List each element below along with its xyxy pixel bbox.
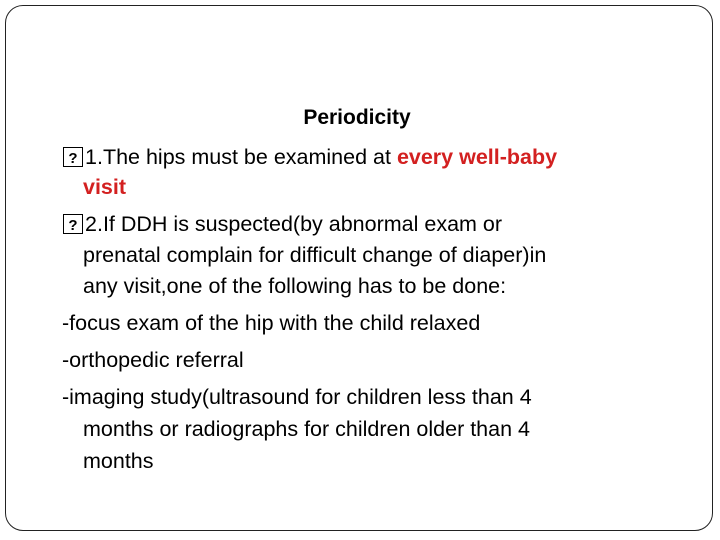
option-imaging-line-3: months xyxy=(83,449,154,473)
point-1-number: 1. xyxy=(85,145,103,169)
point-2-number: 2. xyxy=(85,212,103,236)
point-1-emphasis-2: visit xyxy=(83,175,127,199)
point-2-line-3: any visit,one of the following has to be done: xyxy=(83,274,507,298)
missing-glyph-box-icon xyxy=(63,214,83,234)
point-2-line-2: prenatal complain for difficult change of diaper)in xyxy=(83,243,547,267)
point-1-emphasis-1: every well-baby xyxy=(396,145,558,169)
option-imaging-line-2: months or radiographs for children older than 4 xyxy=(83,417,530,441)
point-2-line-1 xyxy=(63,211,502,237)
option-focus-exam: -focus exam of the hip with the child relaxed xyxy=(62,311,481,335)
slide-title: Periodicity xyxy=(303,106,411,129)
option-ortho-referral: -orthopedic referral xyxy=(62,348,244,372)
point-1-line-1 xyxy=(63,144,557,170)
missing-glyph-box-icon xyxy=(63,147,83,167)
point-2-text-1: If DDH is suspected(by abnormal exam or xyxy=(102,212,503,236)
option-imaging-line-1: -imaging study(ultrasound for children less than 4 xyxy=(62,385,532,409)
point-1-text: The hips must be examined at xyxy=(102,145,397,169)
